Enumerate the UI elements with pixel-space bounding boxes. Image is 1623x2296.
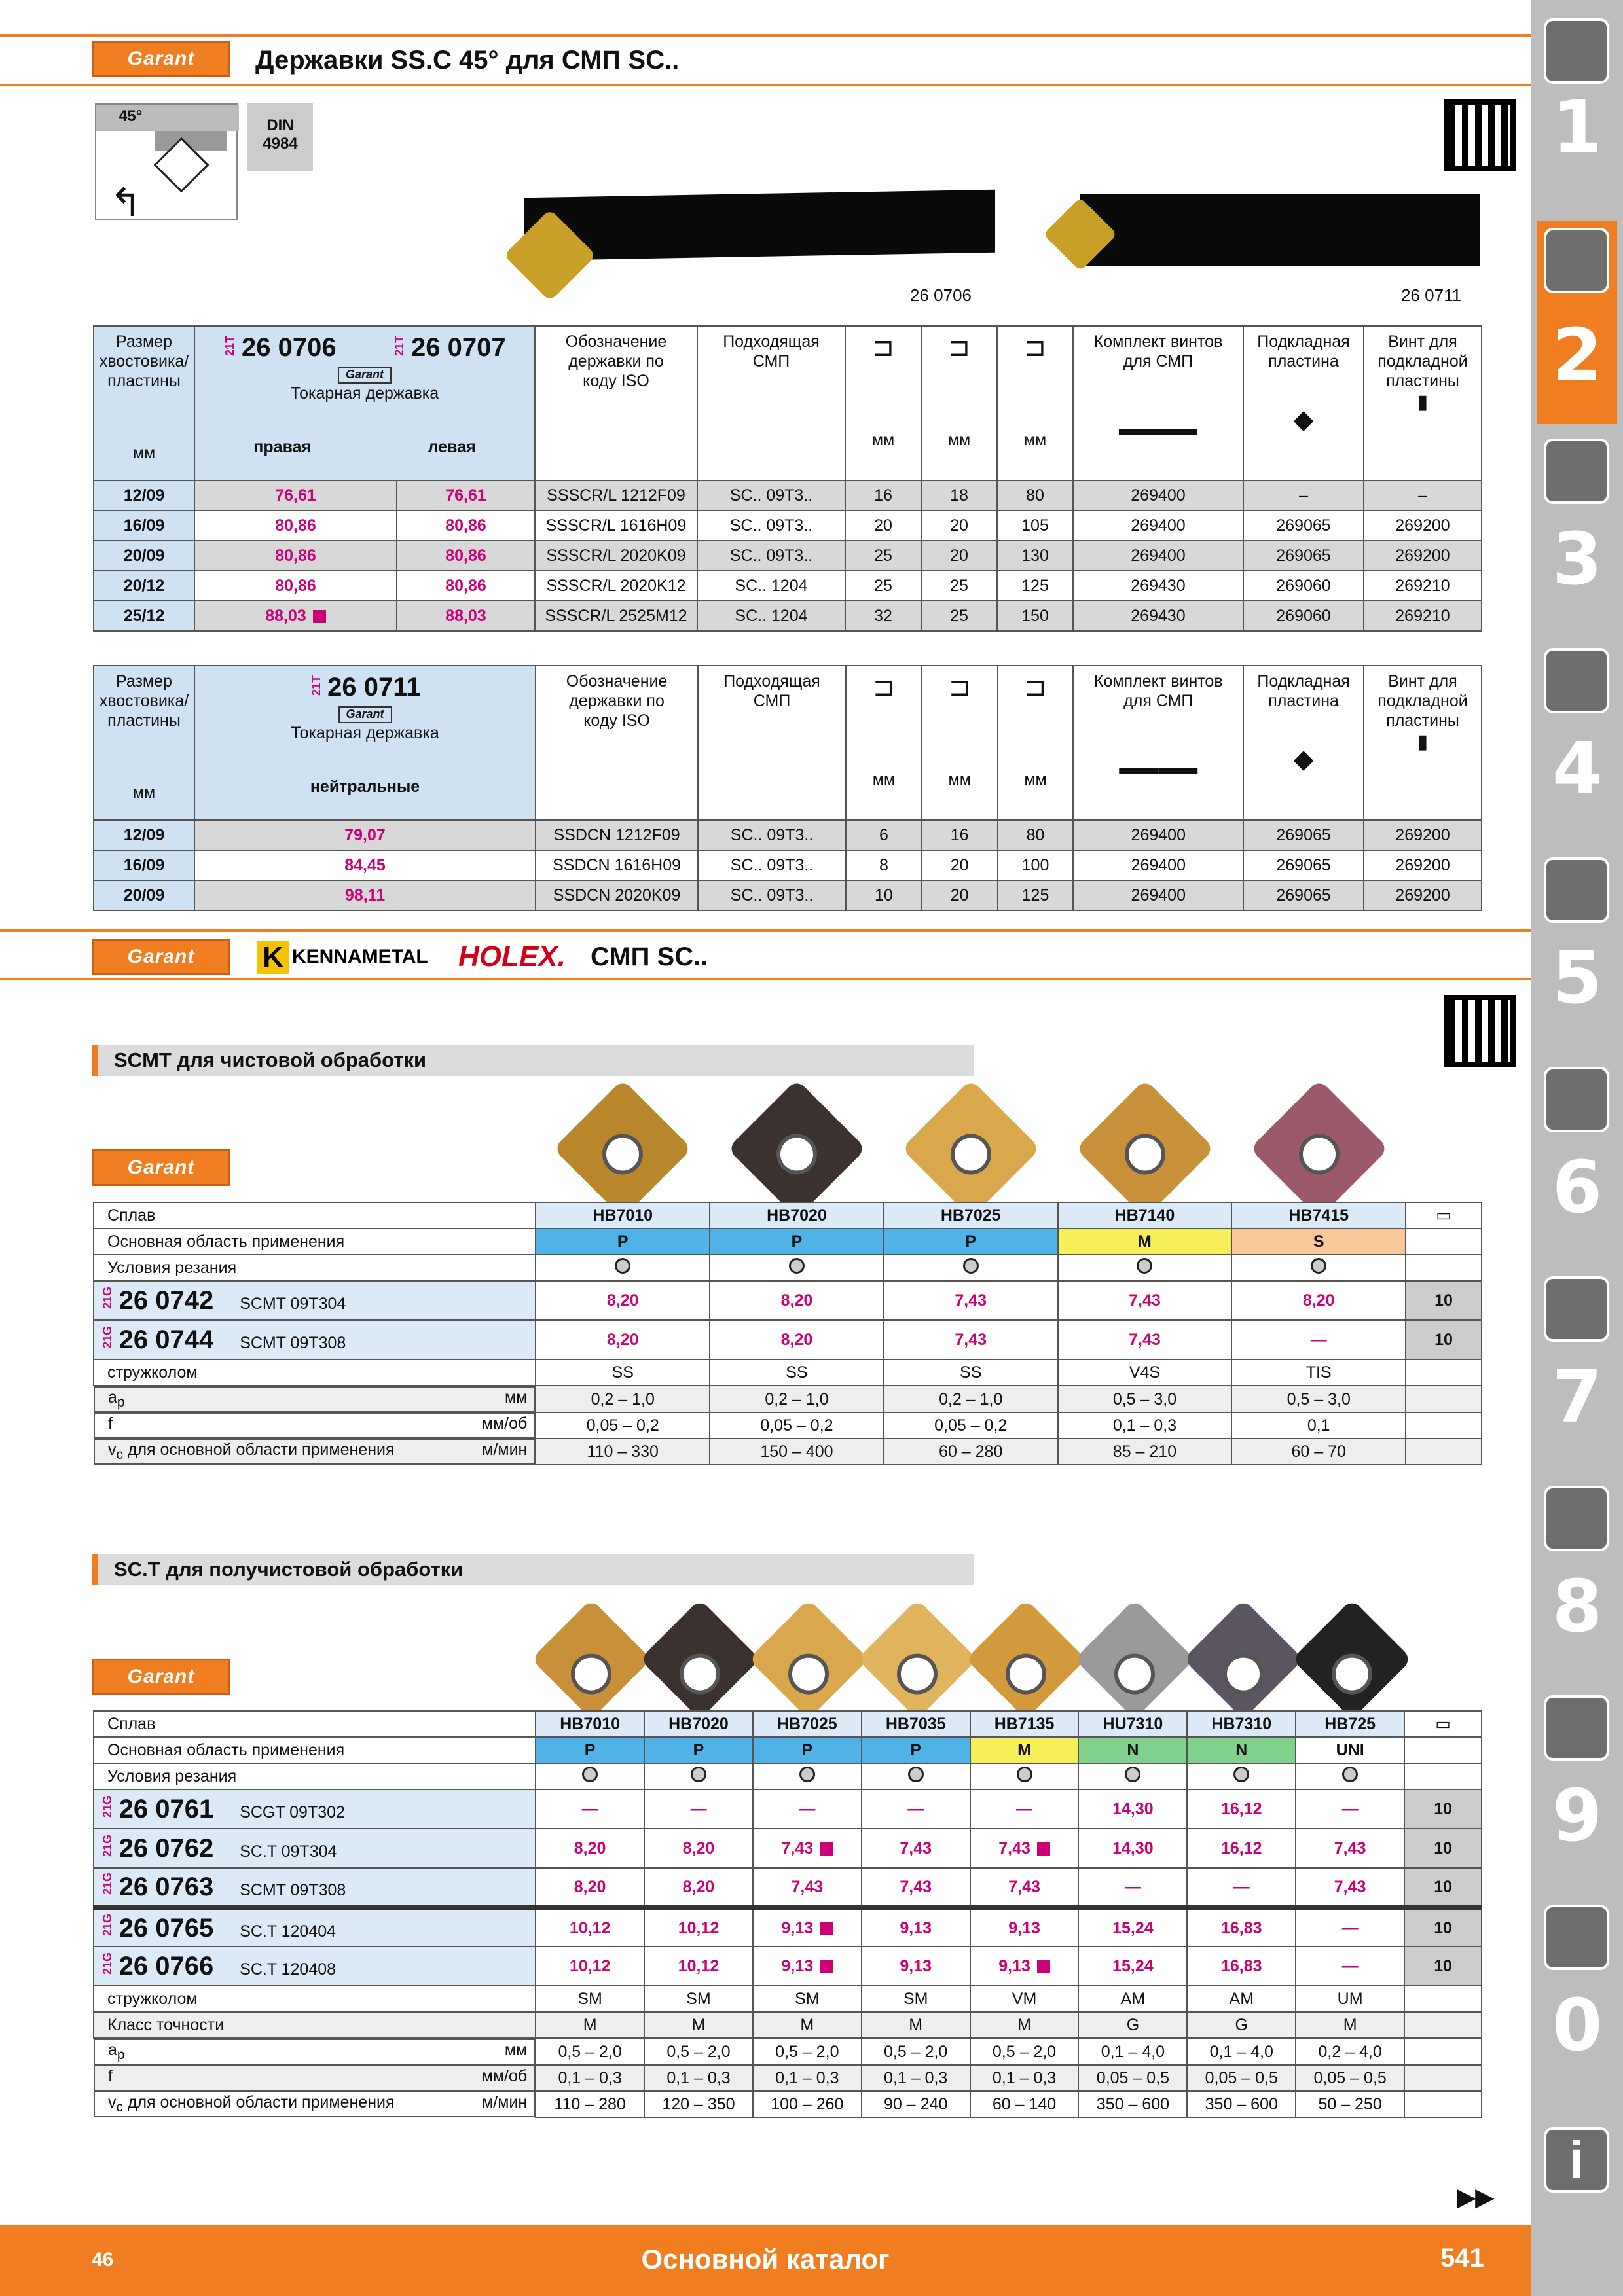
sidebar-item-7[interactable]: 7 [1537,1270,1617,1473]
holder-photo-260706 [524,190,995,261]
dim-b-header: ⊐ мм [921,326,997,480]
insert-icon [1544,228,1609,293]
kennametal-logo: K KENNAMETAL [257,939,428,975]
shim-screw-header: Винт для подкладной пластины ▮ [1364,326,1482,480]
sidebar-item-6[interactable]: 6 [1537,1060,1617,1263]
screws-icon: ▬▬▬▬ [1119,418,1197,439]
sidebar-item-3[interactable]: 3 [1537,432,1617,635]
holder-angle-diagram [95,103,238,224]
qr-code-icon[interactable] [1444,99,1516,171]
cut-condition-icon [615,1258,630,1274]
shim-icon: ◆ [1293,405,1314,434]
pliers-icon [1544,1276,1609,1342]
insert-photo-hb7020 [727,1079,866,1218]
price-header: 21T 26 0706 21T 26 0707 Garant Токарная державка правая левая [194,326,535,480]
insert-table-semifinishing: Сплав HB7010 HB7020 HB7025 HB7035 HB7135 HU7310 HB7310 HB725 ▭ Основная область применения P P P P M N N UNI Условия резания 21G 26 0761 SCGT 09T302 — — — — — 14,30 16,12 — 10 21G 26 0762 SC.T 09T304 8,20 8,20 7,43 7,43 7,43 14,30 16,12 7,43 10 21G 26 0763 SCMT 09T308 8,20 8,20 7,43 7,43 7,43 — — 7,43 10 21G 26 0765 SC.T 120404 10,12 10,12 9,13 9,13 9,13 15,24 16,83 — 10 21G 26 0766 SC.T 120408 10,12 10,12 9,13 9,13 9,13 15,24 16,83 — 10 стружколом SM SM SM SM VM AM AM UM Класс точности M M M M M G G M $a_p$ мм 0,5 – 2,0 0,5 – 2,0 0,5 – 2,0 0,5 – 2,0 0,5 – 2,0 0,1 – 4,0 0,1 – 4,0 0,2 – 4,0 f мм/об 0,1 – 0,3 0,1 – 0,3 0,1 – 0,3 0,1 – 0,3 0,1 – 0,3 0,05 – 0,5 0,05 – 0,5 0,05 – 0,5 $v_c$ для основной области применения м/мин 110 – 280 120 – 350 100 – 260 90 – 240 60 – 140 350 – 600 350 – 600 50 – 250 [93,1710,1482,2118]
table-row: 21G 26 0742 SCMT 09T304 8,20 8,20 7,43 7,43 8,20 10 [94,1281,1482,1320]
insert-photo [748,1599,869,1719]
insert-photo-hb7415 [1250,1079,1389,1218]
table-row: 21G 26 0765 SC.T 120404 10,12 10,12 9,13 9,13 9,13 15,24 16,83 — 10 [94,1907,1482,1946]
page-number-left: 46 [92,2249,114,2270]
din-badge: DIN 4984 [247,103,313,171]
table-row: 20/12 80,86 80,86 SSSCR/L 2020K12 SC.. 1204 25 25 125 269430 269060 269210 [94,571,1482,601]
holex-logo: HOLEX. [458,941,566,973]
table-row: 12/09 76,61 76,61 SSSCR/L 1212F09 SC.. 09T3.. 16 18 80 269400 – – [94,480,1482,511]
section-finishing-title: SCMT для чистовой обработки [92,1045,974,1076]
insert-header: Подходящая СМП [697,326,845,480]
cabinet-icon [1544,1695,1609,1761]
angle-label: 45° [119,107,143,125]
next-page-icon[interactable]: ▶▶ [1457,2183,1494,2210]
block-icon: ▭ [1406,1202,1482,1229]
table-row: 25/12 88,03 88,03 SSSCR/L 2525M12 SC.. 1204 32 25 150 269430 269060 269210 [94,601,1482,631]
insert-photo [1183,1599,1304,1719]
cut-condition-icon [789,1258,805,1274]
tools-icon [1544,1486,1609,1551]
code-260706: 26 0706 [242,333,337,362]
insert-table-finishing: Сплав HB7010 HB7020 HB7025 HB7140 HB7415 ▭ Основная область применения P P P M S Условия резания 21G 26 0742 SCMT 09T304 8,20 8,20 7,43 7,43 8,20 10 21G 26 0744 SCMT 09T308 8,20 8,20 7,43 7,43 — 10 стружколом SS SS SS V4S TIS $a_p$ мм 0,2 – 1,0 0,2 – 1,0 0,2 – 1,0 0,5 – 3,0 0,5 – 3,0 f мм/об 0,05 – 0,2 0,05 – 0,2 0,05 – 0,2 0,1 – 0,3 0,1 $v_c$ для основной области применения м/мин 110 – 330 150 – 400 60 – 280 85 – 210 60 – 70 [93,1202,1482,1465]
header-rule-bottom [0,84,1531,86]
table-row: 12/09 79,07 SSDCN 1212F09 SC.. 09T3.. 6 16 80 269400 269065 269200 [94,820,1482,850]
chuck-icon [1544,439,1609,504]
caliper-icon [1544,648,1609,713]
sidebar-item-4[interactable]: 4 [1537,641,1617,844]
sidebar-item-8[interactable]: 8 [1537,1479,1617,1682]
garant-logo: Garant [92,41,230,77]
insert-photo-hb7025 [902,1079,1040,1218]
garant-logo-4: Garant [92,1659,230,1695]
footer-title: Основной каталог [641,2244,890,2274]
table-row: 21G 26 0762 SC.T 09T304 8,20 8,20 7,43 7,43 7,43 14,30 16,12 7,43 10 [94,1829,1482,1868]
sidebar-item-9[interactable]: 9 [1537,1689,1617,1892]
qr-code-icon-2[interactable] [1444,995,1516,1067]
feed-arrow-icon: ↰ [109,181,143,224]
holder-table-neutral: Размер хвостовика/ пластины мм 21T 26 0711 Garant Токарная державка нейтральные Обозначение державки по коду ISO Подходящая СМП ⊐ мм ⊐ мм ⊐ мм Комплект винтов для СМП ▬▬▬▬ Подкладная пластина ◆ Винт для подкладной пластины ▮ 12/09 79,07 SSDCN 1212F09 SC.. 09T3.. 6 16 80 269400 269065 269200 16/09 84,45 SSDCN 1616H09 SC.. 09T3.. 8 20 100 269400 269065 269200 20/09 98,11 SSDCN 2020K09 SC.. 09T3.. 10 20 125 269400 269065 269200 [93,665,1482,911]
safety-icon [1544,1905,1609,1970]
table-row: 16/09 80,86 80,86 SSSCR/L 1616H09 SC.. 09T3.. 20 20 105 269400 269065 269200 [94,511,1482,541]
dim-c-header: ⊐ мм [997,326,1073,480]
screws-header: Комплект винтов для СМП ▬▬▬▬ [1073,326,1243,480]
header-rule-top [0,34,1531,37]
photo-label-260711: 26 0711 [1401,285,1462,305]
saw-icon [1544,857,1609,923]
table-row: 21G 26 0761 SCGT 09T302 — — — — — 14,30 16,12 — 10 [94,1789,1482,1829]
table-row: 20/09 98,11 SSDCN 2020K09 SC.. 09T3.. 10 20 125 269400 269065 269200 [94,880,1482,910]
wrench-icon [1544,1067,1609,1132]
insert-photo [857,1599,977,1719]
dim-a-header: ⊐ мм [845,326,921,480]
sidebar-item-0[interactable]: 0 [1537,1898,1617,2101]
insert-photo [1292,1599,1412,1719]
insert-photo [966,1599,1086,1719]
photo-label-260706: 26 0706 [910,285,972,305]
cut-condition-icon [963,1258,979,1274]
insert-photo [531,1599,651,1719]
insert-photo-hb7140 [1076,1079,1214,1218]
table-row: 21G 26 0763 SCMT 09T308 8,20 8,20 7,43 7,43 7,43 — — 7,43 10 [94,1868,1482,1907]
code-260711: 26 0711 [327,673,421,702]
garant-logo-3: Garant [92,1149,230,1186]
holder-photo-260711 [1080,194,1480,266]
shim-header: Подкладная пластина ◆ [1243,326,1364,480]
table-row: 16/09 84,45 SSDCN 1616H09 SC.. 09T3.. 8 20 100 269400 269065 269200 [94,850,1482,880]
holder-table-left-right [93,325,1482,632]
insert-section-title: СМП SC.. [591,942,708,971]
page-number-right: 541 [1440,2244,1484,2272]
section-semifinishing-title: SC.T для получистовой обработки [92,1554,974,1585]
info-icon: i [1544,2127,1609,2193]
drill-icon [1544,18,1609,84]
sidebar-item-2[interactable]: 2 [1537,221,1617,424]
table-row: 21G 26 0766 SC.T 120408 10,12 10,12 9,13 9,13 9,13 15,24 16,83 — 10 [94,1946,1482,1986]
insert-photo [640,1599,760,1719]
cut-condition-icon [1137,1258,1152,1274]
stock-marker-icon [313,610,326,623]
table-row: 20/09 80,86 80,86 SSSCR/L 2020K09 SC.. 09T3.. 25 20 130 269400 269065 269200 [94,541,1482,571]
code-260707: 26 0707 [411,333,506,362]
insert-photo-hb7010 [553,1079,692,1218]
cut-condition-icon [1311,1258,1326,1274]
screw-icon: ▮ [1417,391,1429,413]
page-title: Державки SS.C 45° для СМП SC.. [255,46,680,75]
iso-header: Обозначение державки по коду ISO [535,326,697,480]
sidebar-item-1[interactable]: 1 [1537,0,1617,203]
size-header: Размер хвостовика/ пластины мм [94,326,194,480]
insert-photo [1074,1599,1195,1719]
table-row: 21G 26 0744 SCMT 09T308 8,20 8,20 7,43 7,43 — 10 [94,1320,1482,1359]
sidebar-item-info[interactable] [1537,2121,1617,2212]
garant-logo-2: Garant [92,939,230,975]
sidebar-item-5[interactable]: 5 [1537,851,1617,1054]
